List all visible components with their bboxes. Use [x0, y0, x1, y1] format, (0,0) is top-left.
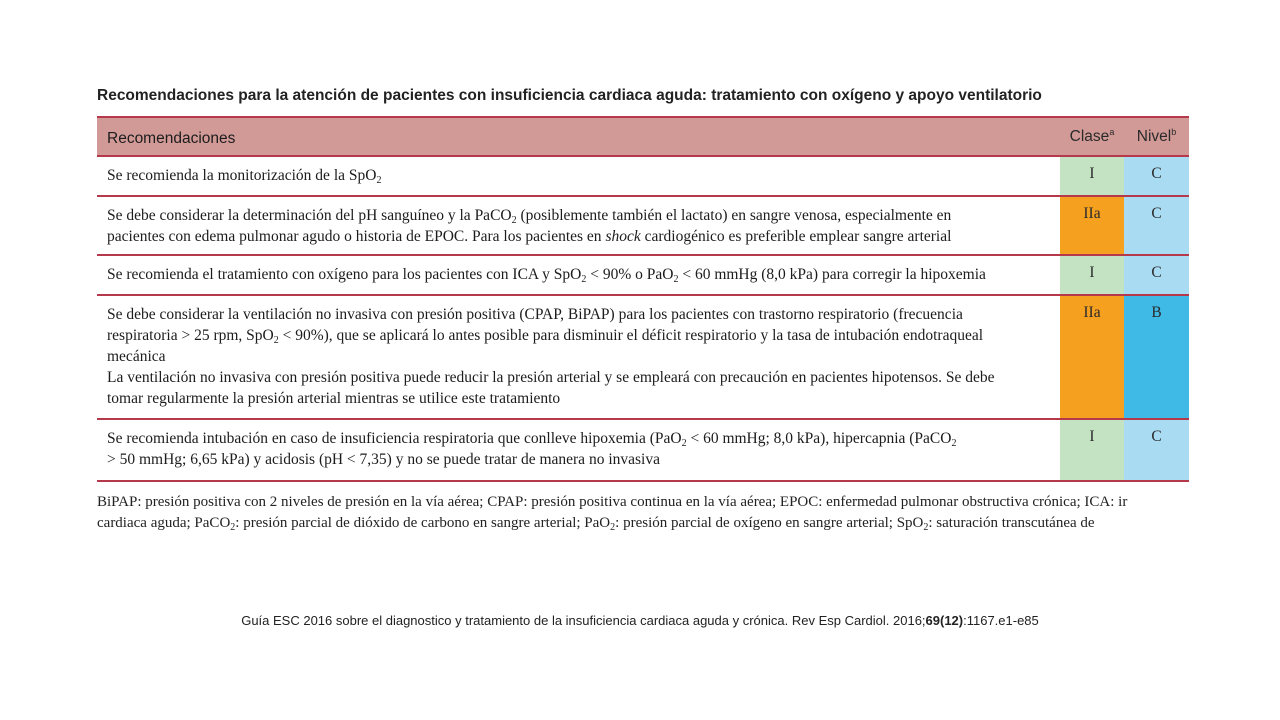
- clase-cell: I: [1060, 420, 1124, 480]
- rec-text: < 90%), que se aplicará lo antes posible para disminuir el déficit respiratorio y la tasa de intubación endotraqueal: [278, 327, 984, 344]
- recommendation-text: [97, 420, 1060, 470]
- rec-sub: 2: [951, 438, 957, 449]
- table-row: [97, 157, 1189, 197]
- citation-pages: :1167.e1-e85: [963, 613, 1039, 628]
- footnote-sub: 2: [610, 522, 616, 533]
- rec-text: La ventilación no invasiva con presión positiva puede reducir la presión arterial y se empleará con precaución en pacientes hipotensos. Se debe: [107, 369, 995, 386]
- rec-sub: 2: [376, 175, 382, 186]
- table-row: [97, 256, 1189, 296]
- rec-text: Se debe considerar la ventilación no invasiva con presión positiva (CPAP, BiPAP) para los pacientes con trastorno respiratorio (frecuencia: [107, 306, 963, 323]
- rec-sub: 2: [581, 274, 587, 285]
- header-clase-sup: a: [1109, 126, 1115, 137]
- table-row: [97, 296, 1189, 420]
- clase-cell: I: [1060, 157, 1124, 195]
- rec-text: tomar regularmente la presión arterial mientras se utilice este tratamiento: [107, 390, 561, 407]
- rec-text: < 60 mmHg; 8,0 kPa), hipercapnia (PaCO: [686, 430, 952, 447]
- table-header-row: [97, 116, 1189, 157]
- clase-cell: IIa: [1060, 197, 1124, 254]
- header-nivel-sup: b: [1171, 126, 1177, 137]
- citation-text: Guía ESC 2016 sobre el diagnostico y tratamiento de la insuficiencia cardiaca aguda y crónica. Rev Esp Cardiol. 2016;: [241, 613, 926, 628]
- rec-sub: 2: [673, 274, 679, 285]
- recommendation-text: [97, 256, 1060, 285]
- header-clase: [1060, 118, 1124, 155]
- rec-text: cardiogénico es preferible emplear sangre arterial: [640, 228, 952, 245]
- nivel-cell: C: [1124, 420, 1189, 480]
- header-rec-label: Recomendaciones: [107, 130, 236, 147]
- rec-text: Se recomienda la monitorización de la SpO: [107, 167, 377, 184]
- nivel-cell: B: [1124, 296, 1189, 418]
- header-clase-label: Clase: [1069, 128, 1110, 145]
- rec-sub: 2: [273, 335, 279, 346]
- footnote-text: cardiaca aguda; PaCO: [97, 515, 231, 531]
- nivel-cell: C: [1124, 197, 1189, 254]
- rec-sub: 2: [511, 215, 517, 226]
- footnote-text: : saturación transcutánea de: [928, 515, 1095, 531]
- header-recomendaciones: [97, 118, 1060, 149]
- rec-text: pacientes con edema pulmonar agudo o historia de EPOC. Para los pacientes en: [107, 228, 606, 245]
- header-nivel: [1124, 118, 1189, 155]
- nivel-cell: C: [1124, 256, 1189, 294]
- header-nivel-label: Nivel: [1136, 128, 1172, 145]
- recommendation-text: [97, 197, 1060, 247]
- footnote-text: : presión parcial de dióxido de carbono en sangre arterial; PaO: [235, 515, 611, 531]
- rec-italic: shock: [605, 228, 641, 245]
- recommendations-table: [97, 116, 1189, 482]
- rec-text: Se recomienda intubación en caso de insuficiencia respiratoria que conlleve hipoxemia (PaO: [107, 430, 682, 447]
- clase-cell: I: [1060, 256, 1124, 294]
- recommendation-text: [97, 157, 1060, 186]
- rec-text: > 50 mmHg; 6,65 kPa) y acidosis (pH < 7,35) y no se puede tratar de manera no invasiva: [107, 451, 660, 468]
- footnote-sub: 2: [923, 522, 929, 533]
- table-title: Recomendaciones para la atención de pacientes con insuficiencia cardiaca aguda: tratamiento con oxígeno y apoyo ventilatorio: [97, 87, 1042, 104]
- rec-text: < 90% o PaO: [586, 266, 674, 283]
- rec-text: Se debe considerar la determinación del pH sanguíneo y la PaCO: [107, 207, 512, 224]
- rec-text: mecánica: [107, 348, 166, 365]
- rec-text: < 60 mmHg (8,0 kPa) para corregir la hipoxemia: [678, 266, 986, 283]
- clase-cell: IIa: [1060, 296, 1124, 418]
- rec-text: (posiblemente también el lactato) en sangre venosa, especialmente en: [516, 207, 952, 224]
- rec-sub: 2: [681, 438, 687, 449]
- table-row: [97, 197, 1189, 256]
- footnote-sub: 2: [230, 522, 236, 533]
- table-footnote: [97, 492, 1189, 538]
- footnote-text: : presión parcial de oxígeno en sangre arterial; SpO: [615, 515, 924, 531]
- footnote-text: BiPAP: presión positiva con 2 niveles de presión en la vía aérea; CPAP: presión positiva continua en la vía aérea; EPOC: enfermedad pulmonar obstructiva crónica; ICA: ir: [97, 494, 1128, 510]
- nivel-cell: C: [1124, 157, 1189, 195]
- table-row: [97, 420, 1189, 482]
- recommendation-text: [97, 296, 1060, 409]
- citation-volume: 69(12): [925, 613, 964, 628]
- rec-text: Se recomienda el tratamiento con oxígeno para los pacientes con ICA y SpO: [107, 266, 582, 283]
- rec-text: respiratoria > 25 rpm, SpO: [107, 327, 274, 344]
- citation: [0, 613, 1280, 628]
